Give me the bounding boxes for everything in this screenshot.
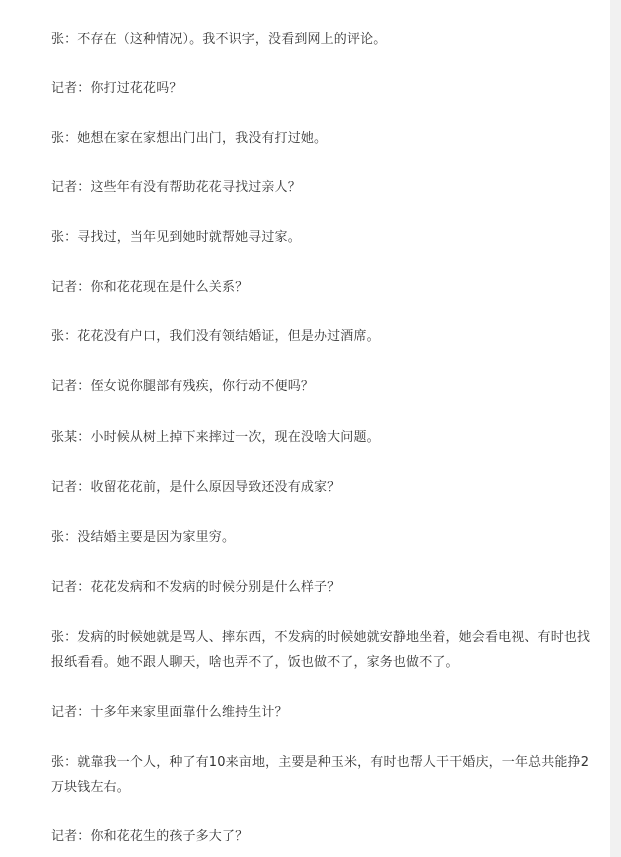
paragraph: 记者：侄女说你腿部有残疾，你行动不便吗？ (51, 379, 315, 394)
paragraph: 记者：十多年来家里面靠什么维持生计？ (51, 705, 288, 720)
paragraph: 张：发病的时候她就是骂人、摔东西，不发病的时候她就安静地坐着，她会看电视、有时也找报纸看看。她不跟人聊天，啥也弄不了，饭也做不了，家务也做不了。 (51, 630, 591, 670)
paragraph: 记者：收留花花前，是什么原因导致还没有成家？ (51, 480, 341, 495)
paragraph: 记者：你打过花花吗？ (51, 81, 183, 96)
paragraph: 张：寻找过，当年见到她时就帮她寻过家。 (51, 230, 301, 245)
paragraph: 张：没结婚主要是因为家里穷。 (51, 530, 236, 545)
paragraph: 张：花花没有户口，我们没有领结婚证，但是办过酒席。 (51, 329, 380, 344)
paragraph: 记者：你和花花生的孩子多大了？ (51, 829, 249, 844)
paragraph: 张：就靠我一个人，种了有10来亩地，主要是种玉米，有时也帮人干干婚庆，一年总共能挣2万块钱左右。 (51, 755, 590, 795)
paragraph: 记者：花花发病和不发病的时候分别是什么样子？ (51, 580, 341, 595)
paragraph: 张：她想在家在家想出门出门，我没有打过她。 (51, 131, 328, 146)
paragraph: 记者：这些年有没有帮助花花寻找过亲人？ (51, 180, 301, 195)
paragraph: 张某：小时候从树上掉下来摔过一次，现在没啥大问题。 (51, 430, 380, 445)
paragraph: 记者：你和花花现在是什么关系？ (51, 280, 249, 295)
paragraph: 张：不存在（这种情况）。我不识字，没看到网上的评论。 (51, 32, 387, 47)
scrollbar-track[interactable] (610, 0, 621, 857)
